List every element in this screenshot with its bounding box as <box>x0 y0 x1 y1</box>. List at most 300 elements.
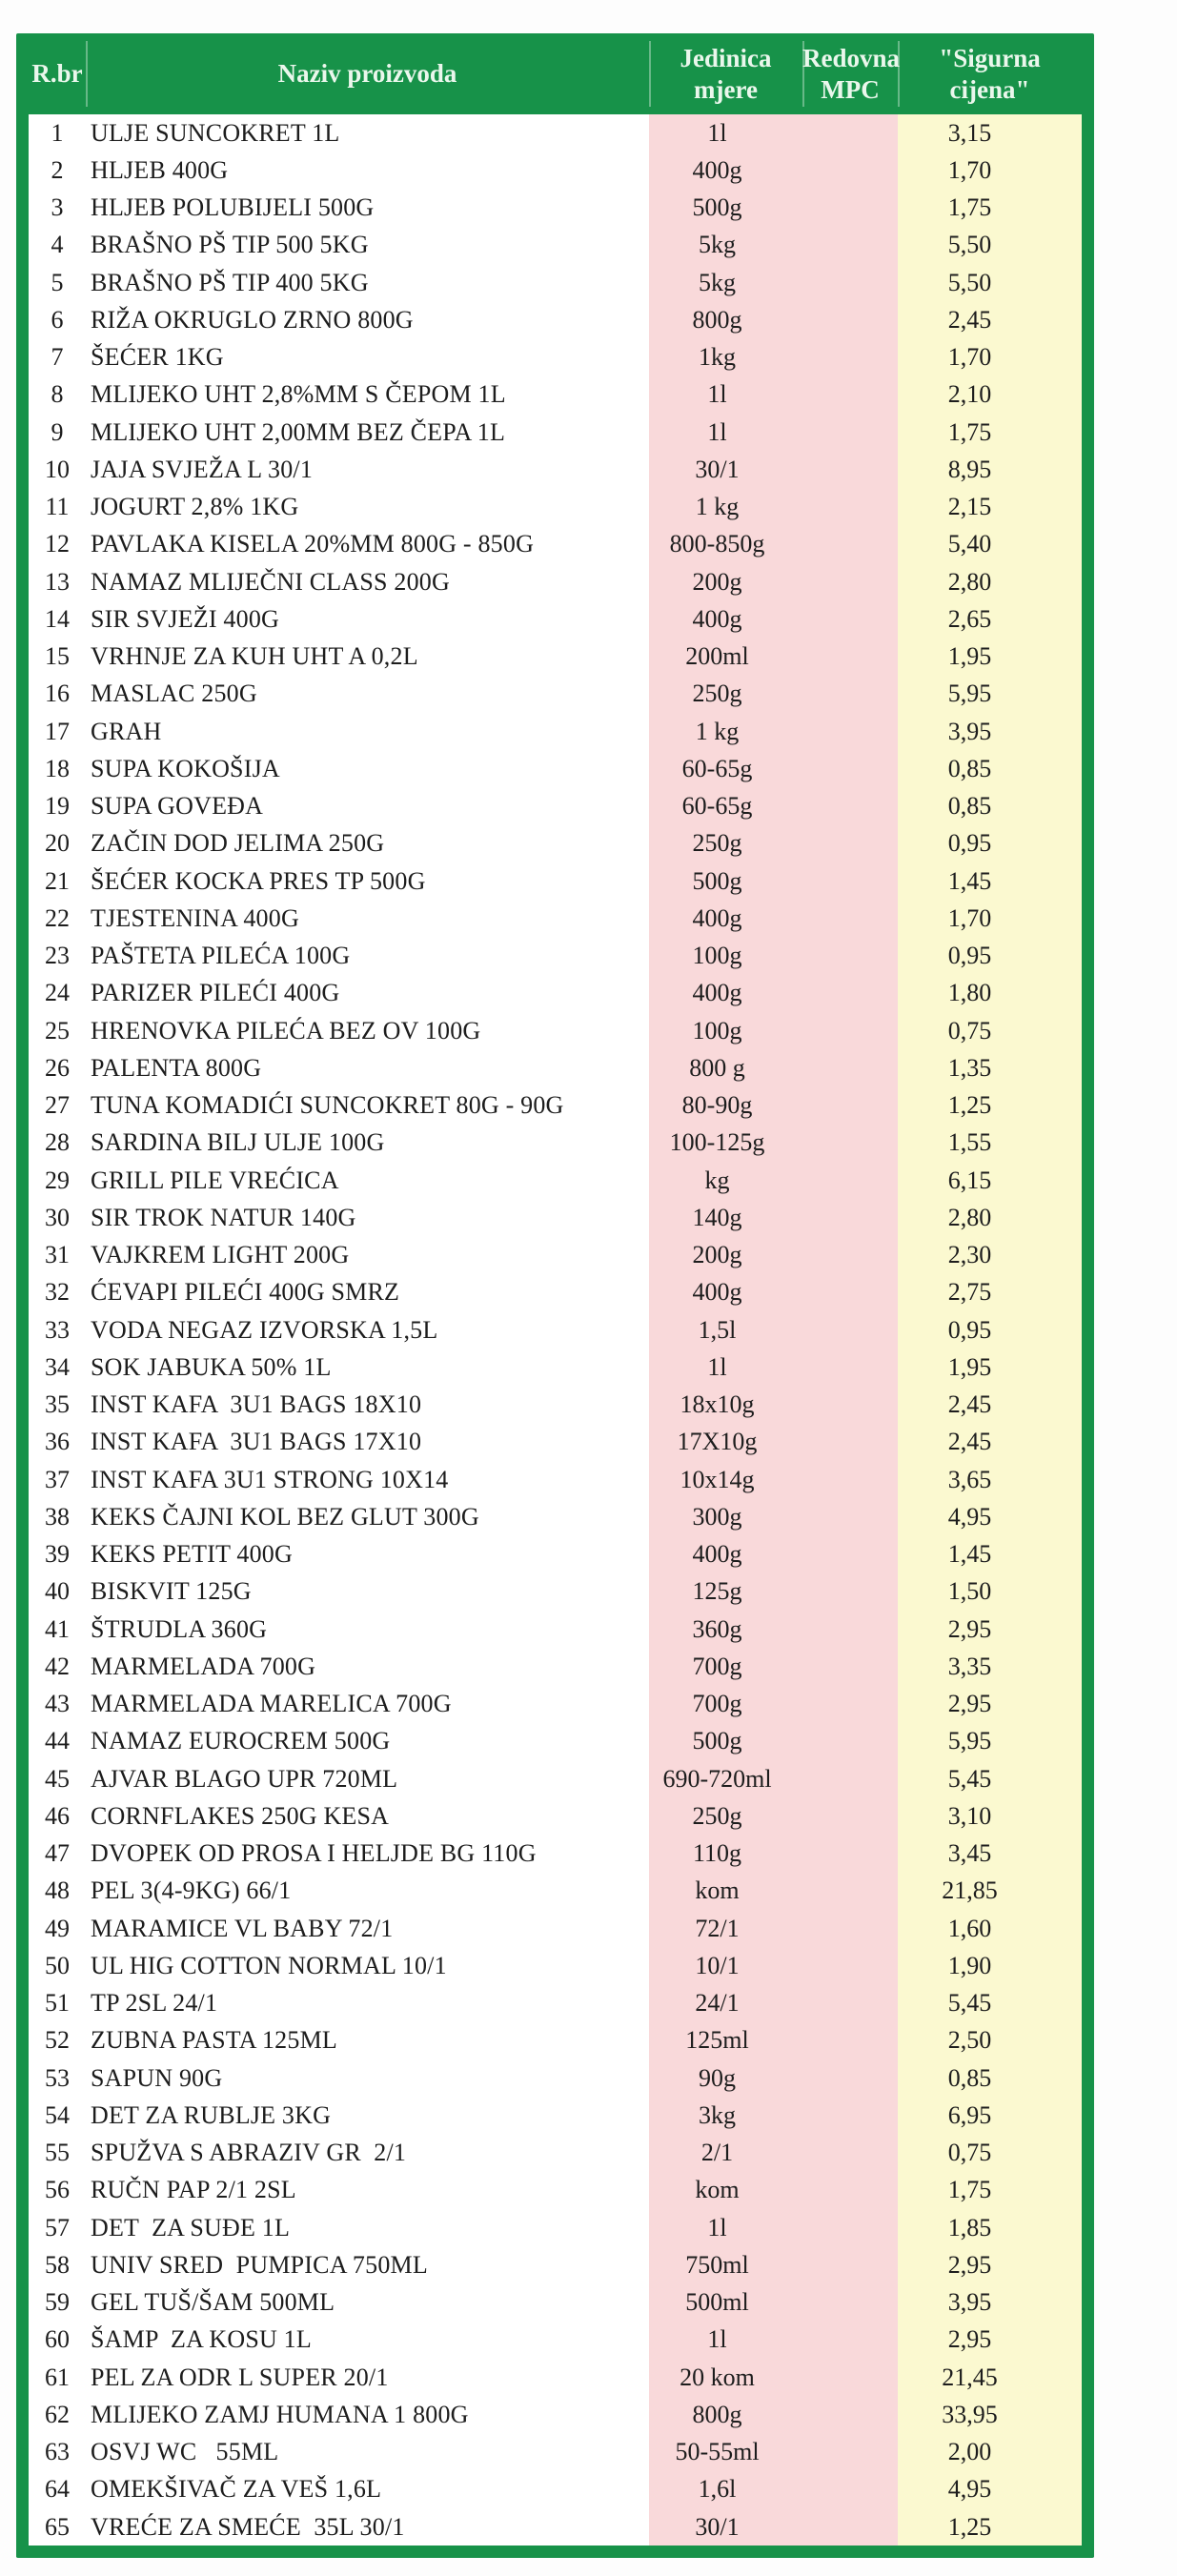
unit-cell: 5kg <box>649 227 802 264</box>
table-row <box>29 1461 1082 1498</box>
table-header <box>29 33 1082 114</box>
product-name-cell: VODA NEGAZ IZVORSKA 1,5L <box>91 1315 438 1344</box>
table-row <box>29 2284 1082 2322</box>
regular-price-cell <box>802 1087 898 1125</box>
safe-price-cell: 2,00 <box>898 2434 1082 2471</box>
row-number-cell: 51 <box>45 1989 70 2018</box>
regular-price-cell <box>802 639 898 676</box>
table-row <box>29 676 1082 713</box>
table-row <box>29 938 1082 975</box>
table-row <box>29 1648 1082 1685</box>
row-number-cell: 56 <box>45 2176 70 2204</box>
unit-cell: 100g <box>649 938 802 975</box>
product-name-cell: DVOPEK OD PROSA I HELJDE BG 110G <box>91 1839 537 1868</box>
safe-price-cell: 3,65 <box>898 1461 1082 1498</box>
unit-cell: 800g <box>649 2396 802 2433</box>
product-name-cell: UL HIG COTTON NORMAL 10/1 <box>91 1951 447 1979</box>
table-row <box>29 339 1082 376</box>
regular-price-cell <box>802 676 898 713</box>
row-number-cell: 40 <box>45 1577 70 1606</box>
product-name-cell: SPUŽVA S ABRAZIV GR 2/1 <box>91 2139 407 2167</box>
safe-price-cell: 1,75 <box>898 414 1082 451</box>
safe-price-cell: 2,50 <box>898 2022 1082 2059</box>
table-row <box>29 1125 1082 1162</box>
regular-price-cell <box>802 2246 898 2283</box>
table-row <box>29 1873 1082 1910</box>
table-row <box>29 114 1082 152</box>
row-number-cell: 2 <box>51 155 64 184</box>
row-number-cell: 31 <box>45 1241 70 1269</box>
regular-price-cell <box>802 900 898 937</box>
product-name-cell: MASLAC 250G <box>91 679 257 708</box>
row-number-cell: 47 <box>45 1839 70 1868</box>
product-name-cell: INST KAFA 3U1 BAGS 17X10 <box>91 1428 422 1456</box>
row-number-cell: 58 <box>45 2250 70 2279</box>
product-name-cell: SIR SVJEŽI 400G <box>91 604 280 633</box>
row-number-cell: 13 <box>45 567 70 596</box>
table-row <box>29 2209 1082 2246</box>
table-row <box>29 227 1082 264</box>
regular-price-cell <box>802 2135 898 2172</box>
table-row <box>29 825 1082 862</box>
safe-price-cell: 5,40 <box>898 526 1082 563</box>
regular-price-cell <box>802 2172 898 2209</box>
unit-cell: 700g <box>649 1686 802 1723</box>
unit-cell: 250g <box>649 1797 802 1835</box>
table-row <box>29 489 1082 526</box>
safe-price-cell: 6,95 <box>898 2097 1082 2134</box>
regular-price-cell <box>802 563 898 600</box>
unit-cell: 1l <box>649 1349 802 1386</box>
product-name-cell: PAVLAKA KISELA 20%MM 800G - 850G <box>91 530 535 558</box>
safe-price-cell: 2,10 <box>898 376 1082 414</box>
product-name-cell: RIŽA OKRUGLO ZRNO 800G <box>91 305 414 334</box>
header-row-number-label: R.br <box>31 59 83 89</box>
product-name-cell: SARDINA BILJ ULJE 100G <box>91 1128 385 1157</box>
safe-price-cell: 2,15 <box>898 489 1082 526</box>
regular-price-cell <box>802 1536 898 1573</box>
unit-cell: 80-90g <box>649 1087 802 1125</box>
row-number-cell: 41 <box>45 1614 70 1643</box>
safe-price-cell: 2,95 <box>898 1611 1082 1648</box>
product-name-cell: ŠTRUDLA 360G <box>91 1614 268 1643</box>
row-number-cell: 54 <box>45 2100 70 2129</box>
regular-price-cell <box>802 1686 898 1723</box>
row-number-cell: 46 <box>45 1801 70 1830</box>
regular-price-cell <box>802 713 898 750</box>
safe-price-cell: 5,95 <box>898 676 1082 713</box>
regular-price-cell <box>802 1424 898 1461</box>
table-row <box>29 900 1082 937</box>
row-number-cell: 10 <box>45 455 70 483</box>
unit-cell: 60-65g <box>649 788 802 825</box>
regular-price-cell <box>802 1125 898 1162</box>
product-name-cell: RUČN PAP 2/1 2SL <box>91 2176 296 2204</box>
safe-price-cell: 1,35 <box>898 1049 1082 1086</box>
row-number-cell: 21 <box>45 866 70 895</box>
product-name-cell: DET ZA RUBLJE 3KG <box>91 2100 332 2129</box>
unit-cell: 110g <box>649 1836 802 1873</box>
safe-price-cell: 1,60 <box>898 1910 1082 1947</box>
product-name-cell: UNIV SRED PUMPICA 750ML <box>91 2250 428 2279</box>
safe-price-cell: 2,95 <box>898 2246 1082 2283</box>
table-row <box>29 1049 1082 1086</box>
row-number-cell: 44 <box>45 1727 70 1755</box>
product-name-cell: GEL TUŠ/ŠAM 500ML <box>91 2288 335 2317</box>
regular-price-cell <box>802 2284 898 2322</box>
unit-cell: 90g <box>649 2059 802 2097</box>
table-row <box>29 2434 1082 2471</box>
table-row <box>29 1760 1082 1797</box>
safe-price-cell: 4,95 <box>898 1498 1082 1535</box>
regular-price-cell <box>802 1648 898 1685</box>
row-number-cell: 22 <box>45 903 70 932</box>
row-number-cell: 63 <box>45 2438 70 2466</box>
table-row <box>29 1012 1082 1049</box>
table-row <box>29 713 1082 750</box>
unit-cell: 400g <box>649 900 802 937</box>
regular-price-cell <box>802 414 898 451</box>
unit-cell: 100-125g <box>649 1125 802 1162</box>
unit-cell: 5kg <box>649 264 802 301</box>
unit-cell: 17X10g <box>649 1424 802 1461</box>
row-number-cell: 48 <box>45 1876 70 1905</box>
safe-price-cell: 5,50 <box>898 227 1082 264</box>
regular-price-cell <box>802 975 898 1012</box>
table-row <box>29 1611 1082 1648</box>
regular-price-cell <box>802 1311 898 1349</box>
regular-price-cell <box>802 2097 898 2134</box>
row-number-cell: 59 <box>45 2288 70 2317</box>
product-name-cell: VRHNJE ZA KUH UHT A 0,2L <box>91 642 418 671</box>
safe-price-cell: 1,95 <box>898 1349 1082 1386</box>
regular-price-cell <box>802 1910 898 1947</box>
safe-price-cell: 3,95 <box>898 2284 1082 2322</box>
unit-cell: 10/1 <box>649 1947 802 1984</box>
unit-cell: 500g <box>649 862 802 900</box>
table-row <box>29 451 1082 488</box>
header-regular-price: Redovna MPC <box>802 33 898 114</box>
product-name-cell: MLIJEKO UHT 2,8%MM S ČEPOM 1L <box>91 380 506 409</box>
unit-cell: kg <box>649 1162 802 1199</box>
regular-price-cell <box>802 1573 898 1611</box>
table-row <box>29 1985 1082 2022</box>
safe-price-cell: 2,45 <box>898 1387 1082 1424</box>
regular-price-cell <box>802 2396 898 2433</box>
row-number-cell: 39 <box>45 1540 70 1569</box>
product-name-cell: ŠEĆER KOCKA PRES TP 500G <box>91 866 426 895</box>
safe-price-cell: 1,70 <box>898 900 1082 937</box>
regular-price-cell <box>802 2471 898 2508</box>
safe-price-cell: 2,45 <box>898 1424 1082 1461</box>
table-row <box>29 190 1082 227</box>
product-name-cell: NAMAZ EUROCREM 500G <box>91 1727 391 1755</box>
safe-price-cell: 1,55 <box>898 1125 1082 1162</box>
safe-price-cell: 21,85 <box>898 1873 1082 1910</box>
unit-cell: 1l <box>649 114 802 152</box>
regular-price-cell <box>802 2322 898 2359</box>
product-name-cell: MLIJEKO ZAMJ HUMANA 1 800G <box>91 2400 469 2428</box>
row-number-cell: 45 <box>45 1764 70 1793</box>
product-name-cell: PEL ZA ODR L SUPER 20/1 <box>91 2363 389 2391</box>
safe-price-cell: 0,75 <box>898 2135 1082 2172</box>
product-name-cell: OSVJ WC 55ML <box>91 2438 279 2466</box>
table-row <box>29 2359 1082 2396</box>
product-name-cell: HLJEB 400G <box>91 155 229 184</box>
table-row <box>29 152 1082 189</box>
product-name-cell: TJESTENINA 400G <box>91 903 299 932</box>
row-number-cell: 37 <box>45 1465 70 1493</box>
regular-price-cell <box>802 376 898 414</box>
regular-price-cell <box>802 152 898 189</box>
unit-cell: 1,5l <box>649 1311 802 1349</box>
product-name-cell: TP 2SL 24/1 <box>91 1989 218 2018</box>
regular-price-cell <box>802 1498 898 1535</box>
safe-price-cell: 1,80 <box>898 975 1082 1012</box>
regular-price-cell <box>802 1237 898 1274</box>
regular-price-cell <box>802 227 898 264</box>
row-number-cell: 11 <box>45 493 70 521</box>
safe-price-cell: 2,80 <box>898 1199 1082 1236</box>
unit-cell: 400g <box>649 1274 802 1311</box>
product-name-cell: ŠAMP ZA KOSU 1L <box>91 2325 312 2354</box>
row-number-cell: 32 <box>45 1278 70 1307</box>
safe-price-cell: 1,90 <box>898 1947 1082 1984</box>
row-number-cell: 34 <box>45 1352 70 1381</box>
row-number-cell: 50 <box>45 1951 70 1979</box>
row-number-cell: 15 <box>45 642 70 671</box>
regular-price-cell <box>802 2359 898 2396</box>
unit-cell: 20 kom <box>649 2359 802 2396</box>
safe-price-cell: 3,45 <box>898 1836 1082 1873</box>
row-number-cell: 17 <box>45 717 70 745</box>
row-number-cell: 53 <box>45 2063 70 2092</box>
table-row <box>29 301 1082 338</box>
safe-price-cell: 3,35 <box>898 1648 1082 1685</box>
table-row <box>29 1947 1082 1984</box>
unit-cell: 800-850g <box>649 526 802 563</box>
product-name-cell: MARMELADA 700G <box>91 1652 316 1680</box>
safe-price-cell: 2,75 <box>898 1274 1082 1311</box>
row-number-cell: 1 <box>51 118 64 147</box>
product-name-cell: CORNFLAKES 250G KESA <box>91 1801 390 1830</box>
safe-price-cell: 0,85 <box>898 2059 1082 2097</box>
product-name-cell: ZUBNA PASTA 125ML <box>91 2026 337 2055</box>
regular-price-cell <box>802 1947 898 1984</box>
unit-cell: 125ml <box>649 2022 802 2059</box>
table-row <box>29 639 1082 676</box>
table-row <box>29 1573 1082 1611</box>
unit-cell: kom <box>649 2172 802 2209</box>
table-row <box>29 1498 1082 1535</box>
row-number-cell: 20 <box>45 829 70 858</box>
regular-price-cell <box>802 1985 898 2022</box>
table-row <box>29 788 1082 825</box>
regular-price-cell <box>802 1199 898 1236</box>
safe-price-cell: 0,95 <box>898 1311 1082 1349</box>
table-row <box>29 2508 1082 2546</box>
safe-price-cell: 0,85 <box>898 750 1082 787</box>
safe-price-cell: 1,70 <box>898 339 1082 376</box>
row-number-cell: 62 <box>45 2400 70 2428</box>
unit-cell: 250g <box>649 825 802 862</box>
header-product-name <box>86 33 649 114</box>
regular-price-cell <box>802 339 898 376</box>
regular-price-cell <box>802 788 898 825</box>
table-row <box>29 264 1082 301</box>
unit-cell: 30/1 <box>649 2508 802 2546</box>
regular-price-cell <box>802 2434 898 2471</box>
regular-price-cell <box>802 301 898 338</box>
unit-cell: 1l <box>649 2209 802 2246</box>
product-name-cell: SUPA KOKOŠIJA <box>91 754 280 782</box>
table-row <box>29 1723 1082 1760</box>
safe-price-cell: 1,25 <box>898 2508 1082 2546</box>
product-name-cell: SIR TROK NATUR 140G <box>91 1203 356 1231</box>
safe-price-cell: 1,50 <box>898 1573 1082 1611</box>
unit-cell: 3kg <box>649 2097 802 2134</box>
unit-cell: 140g <box>649 1199 802 1236</box>
product-name-cell: ĆEVAPI PILEĆI 400G SMRZ <box>91 1278 400 1307</box>
unit-cell: 72/1 <box>649 1910 802 1947</box>
safe-price-cell: 2,80 <box>898 563 1082 600</box>
product-name-cell: PAŠTETA PILEĆA 100G <box>91 942 351 970</box>
product-name-cell: KEKS PETIT 400G <box>91 1540 293 1569</box>
row-number-cell: 3 <box>51 193 64 222</box>
safe-price-cell: 1,75 <box>898 190 1082 227</box>
safe-price-cell: 1,25 <box>898 1087 1082 1125</box>
product-name-cell: SUPA GOVEĐA <box>91 792 264 821</box>
unit-cell: 250g <box>649 676 802 713</box>
table-row <box>29 862 1082 900</box>
safe-price-cell: 0,95 <box>898 938 1082 975</box>
unit-cell: 18x10g <box>649 1387 802 1424</box>
unit-cell: 100g <box>649 1012 802 1049</box>
unit-cell: 50-55ml <box>649 2434 802 2471</box>
unit-cell: kom <box>649 1873 802 1910</box>
row-number-cell: 23 <box>45 942 70 970</box>
unit-cell: 690-720ml <box>649 1760 802 1797</box>
safe-price-cell: 1,75 <box>898 2172 1082 2209</box>
row-number-cell: 42 <box>45 1652 70 1680</box>
safe-price-cell: 2,65 <box>898 600 1082 638</box>
safe-price-cell: 33,95 <box>898 2396 1082 2433</box>
row-number-cell: 43 <box>45 1690 70 1718</box>
table-row <box>29 376 1082 414</box>
row-number-cell: 8 <box>51 380 64 409</box>
product-name-cell: BRAŠNO PŠ TIP 500 5KG <box>91 231 369 259</box>
safe-price-cell: 5,45 <box>898 1985 1082 2022</box>
product-name-cell: JAJA SVJEŽA L 30/1 <box>91 455 314 483</box>
regular-price-cell <box>802 1461 898 1498</box>
table-row <box>29 1424 1082 1461</box>
table-row <box>29 1311 1082 1349</box>
safe-price-cell: 4,95 <box>898 2471 1082 2508</box>
unit-cell: 200ml <box>649 639 802 676</box>
product-name-cell: ŠEĆER 1KG <box>91 343 224 372</box>
row-number-cell: 25 <box>45 1016 70 1045</box>
regular-price-cell <box>802 1387 898 1424</box>
header-product-name-label: Naziv proizvoda <box>277 59 457 89</box>
product-name-cell: PEL 3(4-9KG) 66/1 <box>91 1876 292 1905</box>
row-number-cell: 65 <box>45 2512 70 2541</box>
table-row <box>29 1536 1082 1573</box>
unit-cell: 24/1 <box>649 1985 802 2022</box>
product-name-cell: ZAČIN DOD JELIMA 250G <box>91 829 385 858</box>
safe-price-cell: 0,95 <box>898 825 1082 862</box>
row-number-cell: 33 <box>45 1315 70 1344</box>
row-number-cell: 64 <box>45 2475 70 2504</box>
product-name-cell: MLIJEKO UHT 2,00MM BEZ ČEPA 1L <box>91 417 506 446</box>
regular-price-cell <box>802 1611 898 1648</box>
unit-cell: 400g <box>649 1536 802 1573</box>
unit-cell: 125g <box>649 1573 802 1611</box>
row-number-cell: 24 <box>45 979 70 1007</box>
regular-price-cell <box>802 1274 898 1311</box>
product-name-cell: KEKS ČAJNI KOL BEZ GLUT 300G <box>91 1502 479 1531</box>
table-row <box>29 2059 1082 2097</box>
table-row <box>29 2172 1082 2209</box>
regular-price-cell <box>802 1760 898 1797</box>
product-name-cell: DET ZA SUĐE 1L <box>91 2213 291 2241</box>
unit-cell: 500g <box>649 190 802 227</box>
regular-price-cell <box>802 489 898 526</box>
row-number-cell: 12 <box>45 530 70 558</box>
row-number-cell: 36 <box>45 1428 70 1456</box>
table-row <box>29 1387 1082 1424</box>
row-number-cell: 55 <box>45 2139 70 2167</box>
header-unit: Jedinica mjere <box>649 33 802 114</box>
row-number-cell: 61 <box>45 2363 70 2391</box>
unit-cell: 700g <box>649 1648 802 1685</box>
safe-price-cell: 1,70 <box>898 152 1082 189</box>
row-number-cell: 26 <box>45 1053 70 1082</box>
table-row <box>29 600 1082 638</box>
regular-price-cell <box>802 1797 898 1835</box>
regular-price-cell <box>802 190 898 227</box>
row-number-cell: 19 <box>45 792 70 821</box>
row-number-cell: 4 <box>51 231 64 259</box>
row-number-cell: 6 <box>51 305 64 334</box>
unit-cell: 750ml <box>649 2246 802 2283</box>
product-name-cell: MARAMICE VL BABY 72/1 <box>91 1914 394 1942</box>
unit-cell: 1l <box>649 414 802 451</box>
product-name-cell: SOK JABUKA 50% 1L <box>91 1352 332 1381</box>
regular-price-cell <box>802 1162 898 1199</box>
safe-price-cell: 6,15 <box>898 1162 1082 1199</box>
product-name-cell: HLJEB POLUBIJELI 500G <box>91 193 375 222</box>
product-name-cell: OMEKŠIVAČ ZA VEŠ 1,6L <box>91 2475 382 2504</box>
regular-price-cell <box>802 1873 898 1910</box>
table-row <box>29 2322 1082 2359</box>
regular-price-cell <box>802 1349 898 1386</box>
row-number-cell: 49 <box>45 1914 70 1942</box>
row-number-cell: 29 <box>45 1166 70 1194</box>
table-row <box>29 1087 1082 1125</box>
safe-price-cell: 1,45 <box>898 1536 1082 1573</box>
product-name-cell: AJVAR BLAGO UPR 720ML <box>91 1764 398 1793</box>
product-name-cell: SAPUN 90G <box>91 2063 223 2092</box>
safe-price-cell: 1,95 <box>898 639 1082 676</box>
unit-cell: 400g <box>649 152 802 189</box>
product-name-cell: HRENOVKA PILEĆA BEZ OV 100G <box>91 1016 481 1045</box>
safe-price-cell: 5,45 <box>898 1760 1082 1797</box>
unit-cell: 1 kg <box>649 489 802 526</box>
table-row <box>29 2396 1082 2433</box>
regular-price-cell <box>802 1049 898 1086</box>
table-row <box>29 1349 1082 1386</box>
table-row <box>29 2471 1082 2508</box>
